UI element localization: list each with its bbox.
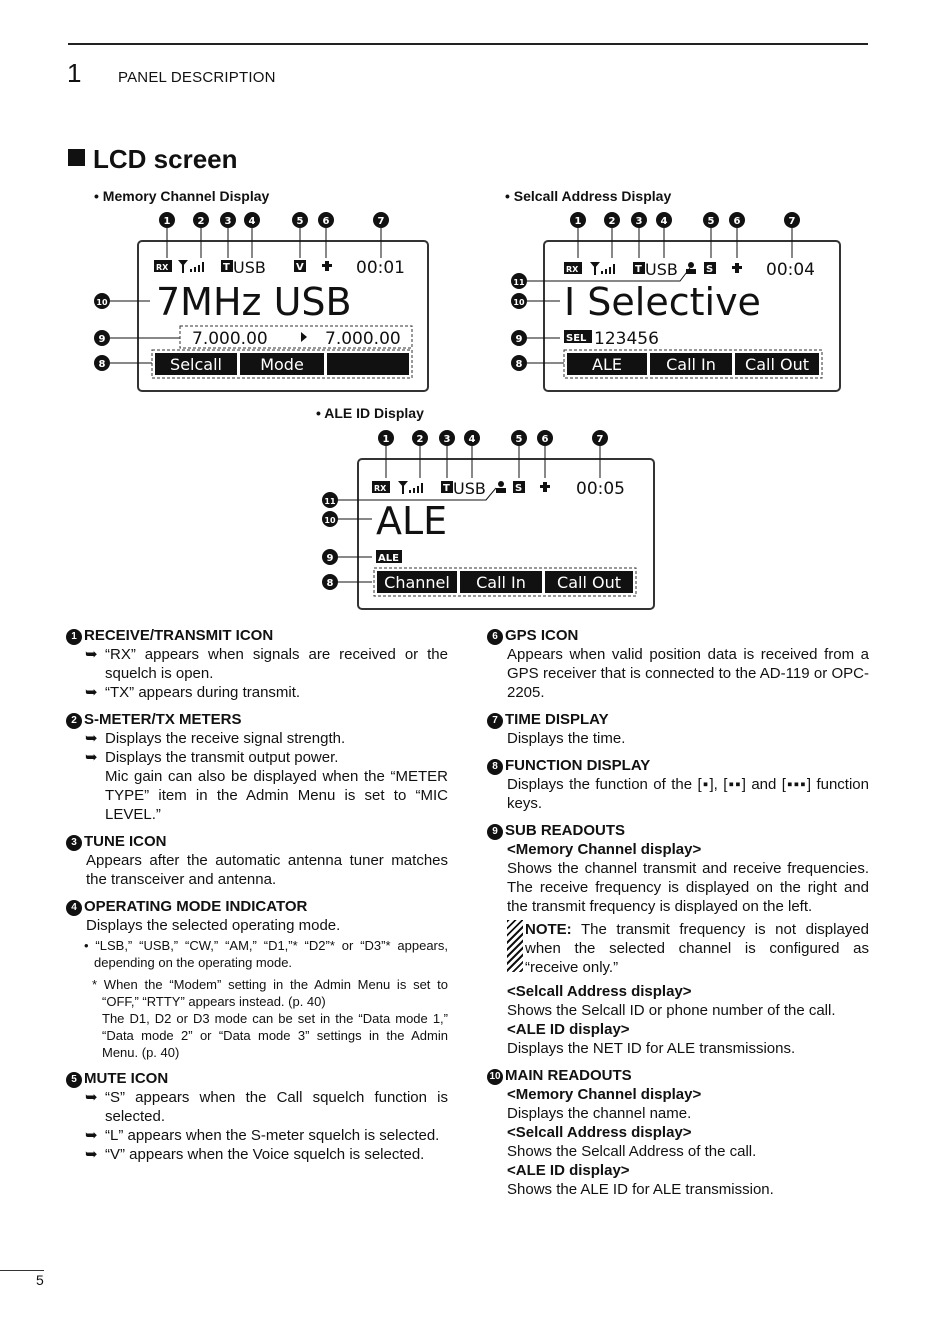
selcall-display-figure (500, 210, 850, 400)
fkey-3: Call Out (745, 355, 809, 374)
selcall-display-caption: • Selcall Address Display (505, 188, 672, 204)
fkey-2: Mode (260, 355, 304, 374)
rx-icon: RX (156, 263, 169, 272)
mute-icon: S (515, 483, 523, 494)
item-time-display (487, 710, 869, 748)
header-rule (68, 43, 868, 45)
fkey-1: Channel (384, 573, 450, 592)
tune-icon: T (443, 483, 450, 494)
ale-display-caption: • ALE ID Display (316, 405, 424, 421)
mode-indicator: USB (453, 479, 486, 498)
marker-4: 4 (660, 216, 668, 227)
item-text: Appears after the automatic antenna tuner matches the transceiver and antenna. (86, 852, 448, 888)
item-title: FUNCTION DISPLAY (505, 757, 651, 774)
marker-7: 7 (377, 216, 385, 227)
item-number-badge: 8 (487, 759, 503, 775)
ale-display-figure (314, 428, 664, 614)
marker-4: 4 (248, 216, 256, 227)
note-label: NOTE: (525, 921, 572, 938)
item-mute-icon (66, 1069, 448, 1164)
item-text: Shows the Selcall ID or phone number of the call. (507, 1002, 836, 1019)
item-text: Displays the NET ID for ALE transmissions. (507, 1040, 796, 1057)
chapter-title: PANEL DESCRIPTION (118, 69, 276, 86)
item-text: Displays the selected operating mode. (86, 917, 341, 934)
item-text: Displays the function of the [▪], [▪▪] and [▪▪▪] function keys. (507, 776, 869, 812)
mode-indicator: USB (233, 258, 266, 277)
item-number-badge: 2 (66, 713, 82, 729)
marker-7: 7 (596, 434, 604, 445)
item-sub-readouts (487, 821, 869, 1058)
mode-indicator: USB (645, 260, 678, 279)
note-icon (507, 920, 523, 972)
item-text: ➥ “S” appears when the Call squelch function is selected. (66, 1088, 448, 1126)
item-number-badge: 9 (487, 824, 503, 840)
item-text: Shows the Selcall Address of the call. (507, 1143, 757, 1160)
marker-10: 10 (96, 298, 108, 307)
main-readout: I Selective (564, 280, 761, 324)
item-subheading: <Memory Channel display> (507, 1086, 702, 1103)
item-text: Displays the channel name. (507, 1105, 692, 1122)
marker-6: 6 (322, 216, 330, 227)
main-readout: 7MHz USB (156, 280, 352, 324)
chapter-number: 1 (67, 58, 82, 88)
item-title: OPERATING MODE INDICATOR (84, 898, 308, 915)
item-text: Appears when valid position data is received from a GPS receiver that is connected to the AD-119 or OPC-2205. (507, 646, 869, 701)
item-mode-indicator (66, 897, 448, 1061)
marker-8: 8 (515, 359, 523, 370)
memory-display-figure (90, 210, 440, 400)
item-text: ➥ “L” appears when the S-meter squelch is selected. (66, 1126, 448, 1145)
marker-10: 10 (513, 298, 525, 307)
item-subheading: <ALE ID display> (507, 1162, 630, 1179)
item-title: TIME DISPLAY (505, 711, 609, 728)
item-text: * When the “Modem” setting in the Admin Menu is set to “OFF,” “RTTY” appears instead. (p. 40) (92, 977, 448, 1009)
marker-8: 8 (326, 578, 334, 589)
fkey-2: Call In (476, 573, 526, 592)
sub-readout-rx: 7.000.00 (325, 329, 401, 349)
item-text: ➥ Displays the transmit output power. (66, 748, 448, 767)
item-text: The D1, D2 or D3 mode can be set in the “Data mode 1,” “Data mode 2” or “Data mode 3” settings in the Admin Menu. (p. 40) (102, 1011, 448, 1060)
rx-icon: RX (374, 484, 387, 493)
tune-icon: T (635, 264, 642, 275)
marker-8: 8 (98, 359, 106, 370)
item-text: Mic gain can also be displayed when the “METER TYPE” item in the Admin Menu is set to “MIC LEVEL.” (105, 768, 448, 823)
item-text: ➥ “TX” appears during transmit. (66, 683, 448, 702)
rx-icon: RX (566, 265, 579, 274)
footer-rule (0, 1270, 44, 1271)
marker-1: 1 (574, 216, 582, 227)
marker-3: 3 (635, 216, 643, 227)
marker-5: 5 (515, 434, 523, 445)
note-box (487, 920, 869, 977)
item-main-readouts (487, 1066, 869, 1199)
item-number-badge: 3 (66, 835, 82, 851)
item-title: RECEIVE/TRANSMIT ICON (84, 627, 274, 644)
item-s-meter (66, 710, 448, 824)
time-display: 00:04 (766, 260, 815, 280)
item-text: ➥ “V” appears when the Voice squelch is selected. (66, 1145, 448, 1164)
marker-3: 3 (224, 216, 232, 227)
marker-2: 2 (608, 216, 616, 227)
item-text: Displays the time. (507, 730, 626, 747)
item-gps-icon (487, 626, 869, 702)
item-subheading: <Selcall Address display> (507, 1124, 692, 1141)
section-title (68, 144, 238, 175)
item-title: SUB READOUTS (505, 822, 626, 839)
sel-tag: SEL (566, 333, 587, 344)
marker-9: 9 (326, 553, 334, 564)
fkey-2: Call In (666, 355, 716, 374)
item-text: ➥ “RX” appears when signals are received or the squelch is open. (66, 645, 448, 683)
item-title: TUNE ICON (84, 833, 167, 850)
item-number-badge: 1 (66, 629, 82, 645)
gps-icon (322, 261, 332, 271)
fkey-1: Selcall (170, 355, 222, 374)
tune-icon: T (223, 262, 230, 273)
marker-5: 5 (707, 216, 715, 227)
marker-2: 2 (416, 434, 424, 445)
marker-1: 1 (382, 434, 390, 445)
person-icon (496, 481, 506, 493)
square-bullet-icon (68, 149, 85, 166)
mute-icon: S (706, 264, 714, 275)
marker-11: 11 (324, 497, 336, 506)
marker-9: 9 (98, 334, 106, 345)
marker-4: 4 (468, 434, 476, 445)
marker-6: 6 (541, 434, 549, 445)
gps-icon (540, 482, 550, 492)
item-number-badge: 10 (487, 1069, 503, 1085)
memory-display-caption: • Memory Channel Display (94, 188, 270, 204)
note-text: The transmit frequency is not displayed when the selected channel is configured as “receive only.” (525, 921, 869, 976)
item-function-display (487, 756, 869, 813)
ale-tag: ALE (378, 553, 399, 564)
main-readout: ALE (376, 499, 448, 543)
marker-5: 5 (296, 216, 304, 227)
item-subheading: <Memory Channel display> (507, 841, 702, 858)
left-column (66, 626, 448, 1172)
sub-readout: 123456 (594, 329, 659, 349)
sub-readout-tx: 7.000.00 (192, 329, 268, 349)
item-title: GPS ICON (505, 627, 579, 644)
section-title-text: LCD screen (93, 144, 238, 174)
item-title: MAIN READOUTS (505, 1067, 632, 1084)
item-text: ➥ Displays the receive signal strength. (66, 729, 448, 748)
item-number-badge: 7 (487, 713, 503, 729)
time-display: 00:05 (576, 479, 625, 499)
right-column (487, 626, 869, 1207)
item-number-badge: 5 (66, 1072, 82, 1088)
marker-1: 1 (163, 216, 171, 227)
marker-3: 3 (443, 434, 451, 445)
item-receive-transmit (66, 626, 448, 702)
gps-icon (732, 263, 742, 273)
mute-icon: V (296, 262, 304, 273)
person-icon (686, 262, 696, 274)
item-number-badge: 4 (66, 900, 82, 916)
item-text: • “LSB,” “USB,” “CW,” “AM,” “D1,”* “D2”* or “D3”* appears, depending on the operating mode. (84, 938, 448, 970)
marker-11: 11 (513, 278, 525, 287)
item-tune-icon (66, 832, 448, 889)
page-number: 5 (36, 1272, 44, 1288)
marker-7: 7 (788, 216, 796, 227)
item-subheading: <Selcall Address display> (507, 983, 692, 1000)
marker-2: 2 (197, 216, 205, 227)
item-text: Shows the ALE ID for ALE transmission. (507, 1181, 774, 1198)
item-title: S-METER/TX METERS (84, 711, 242, 728)
item-title: MUTE ICON (84, 1070, 169, 1087)
marker-9: 9 (515, 334, 523, 345)
fkey-1: ALE (592, 355, 622, 374)
item-number-badge: 6 (487, 629, 503, 645)
item-text: Shows the channel transmit and receive frequencies. The receive frequency is displayed on the right and the transmit frequency is displayed on the left. (507, 860, 869, 915)
time-display: 00:01 (356, 258, 405, 278)
marker-10: 10 (324, 516, 336, 525)
item-subheading: <ALE ID display> (507, 1021, 630, 1038)
fkey-3: Call Out (557, 573, 621, 592)
marker-6: 6 (733, 216, 741, 227)
